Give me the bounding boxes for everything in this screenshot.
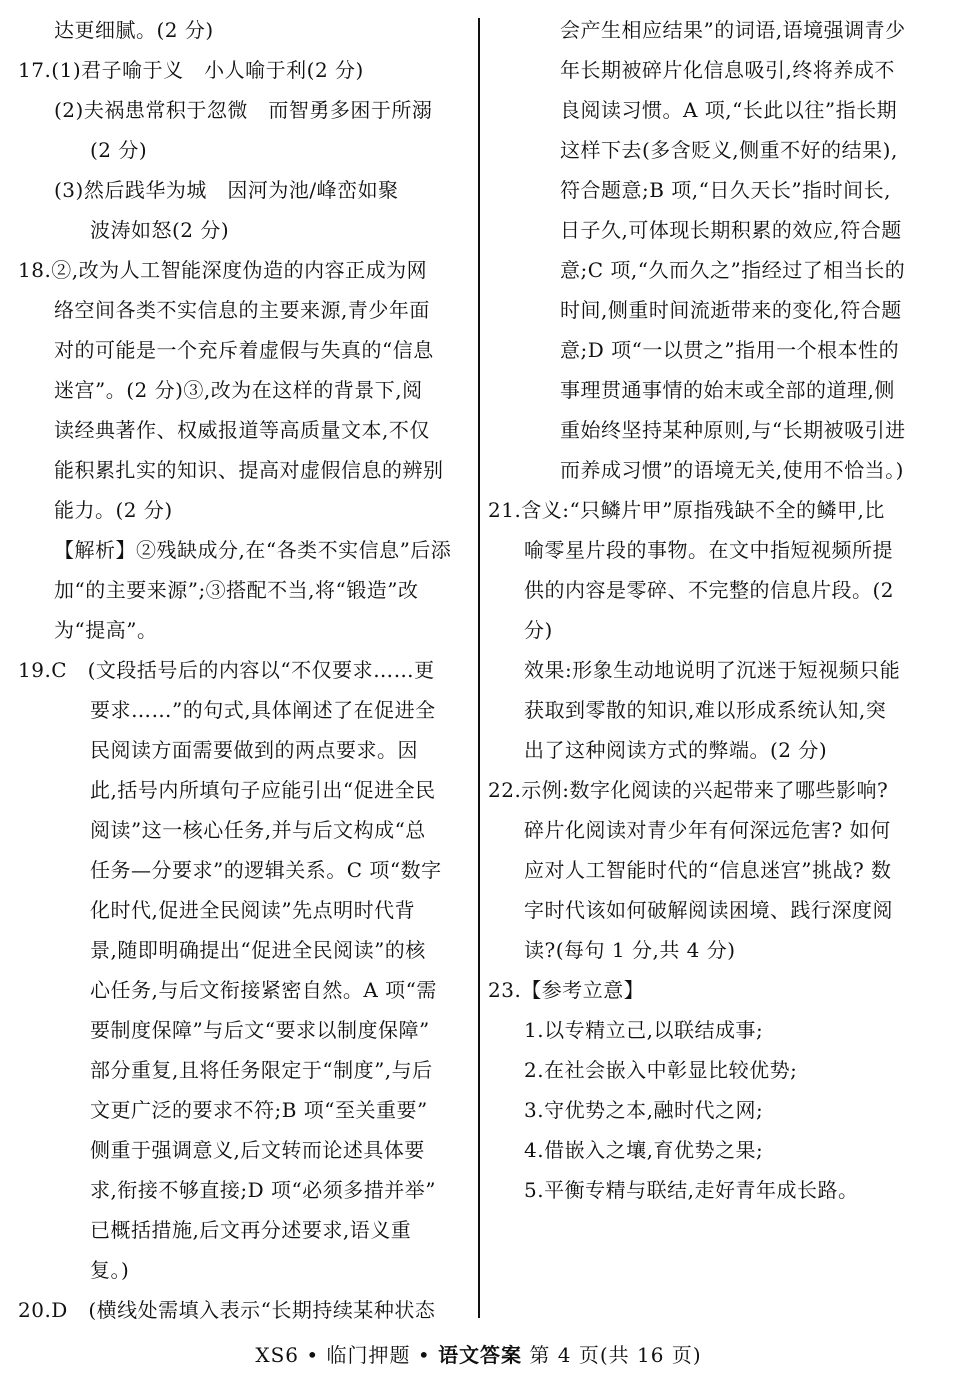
- text-line: 字时代该如何破解阅读困境、践行深度阅: [524, 898, 893, 922]
- text-line: 效果:形象生动地说明了沉迷于短视频只能: [524, 658, 901, 682]
- text-line: 文更广泛的要求不符;B 项“至关重要”: [90, 1098, 428, 1122]
- text-line: 20.D (横线处需填入表示“长期持续某种状态: [18, 1298, 436, 1322]
- text-line: 任务—分要求”的逻辑关系。C 项“数字: [90, 858, 442, 882]
- text-line: 重始终坚持某种原则,与“长期被吸引进: [560, 418, 906, 442]
- text-line: 符合题意;B 项,“日久天长”指时间长,: [560, 178, 891, 202]
- text-line: 意;C 项,“久而久之”指经过了相当长的: [560, 258, 906, 282]
- text-line: 加“的主要来源”;③搭配不当,将“锻造”改: [54, 578, 419, 602]
- text-line: 而养成习惯”的语境无关,使用不恰当。): [560, 458, 904, 482]
- text-line: 化时代,促进全民阅读”先点明时代背: [90, 898, 416, 922]
- text-line: 23.【参考立意】: [488, 978, 645, 1002]
- text-line: 4.借嵌入之壤,育优势之果;: [524, 1138, 764, 1162]
- text-line: 这样下去(多含贬义,侧重不好的结果),: [560, 138, 898, 162]
- text-line: (2 分): [90, 138, 148, 162]
- text-line: 18.②,改为人工智能深度伪造的内容正成为网: [18, 258, 428, 282]
- text-line: 日子久,可体现长期积累的效应,符合题: [560, 218, 902, 242]
- text-line: 出了这种阅读方式的弊端。(2 分): [524, 738, 828, 762]
- column-divider: [478, 18, 480, 1318]
- text-line: 意;D 项“一以贯之”指用一个根本性的: [560, 338, 900, 362]
- page-footer: [0, 1335, 957, 1375]
- text-line: 19.C (文段括号后的内容以“不仅要求……更: [18, 658, 435, 682]
- footer-page-number: 第 4 页(共 16 页): [529, 1343, 702, 1367]
- text-line: 波涛如怒(2 分): [90, 218, 230, 242]
- text-line: 能力。(2 分): [54, 498, 173, 522]
- text-line: 良阅读习惯。A 项,“长此以往”指长期: [560, 98, 898, 122]
- text-line: 获取到零散的知识,难以形成系统认知,突: [524, 698, 887, 722]
- text-line: 5.平衡专精与联结,走好青年成长路。: [524, 1178, 859, 1202]
- footer-separator: •: [306, 1343, 320, 1367]
- text-line: (3)然后践华为城 因河为池/峰峦如聚: [54, 178, 399, 202]
- text-line: 已概括措施,后文再分述要求,语义重: [90, 1218, 412, 1242]
- left-column: [18, 10, 470, 1330]
- text-line: 喻零星片段的事物。在文中指短视频所提: [524, 538, 893, 562]
- text-line: 碎片化阅读对青少年有何深远危害? 如何: [524, 818, 891, 842]
- text-line: 络空间各类不实信息的主要来源,青少年面: [54, 298, 430, 322]
- footer-code: XS6: [255, 1343, 300, 1367]
- right-column: [488, 10, 940, 1210]
- text-line: 分): [524, 618, 553, 642]
- text-line: 时间,侧重时间流逝带来的变化,符合题: [560, 298, 902, 322]
- text-line: 要制度保障”与后文“要求以制度保障”: [90, 1018, 430, 1042]
- text-line: 应对人工智能时代的“信息迷宫”挑战? 数: [524, 858, 892, 882]
- footer-series: 临门押题: [326, 1343, 411, 1367]
- text-line: 21.含义:“只鳞片甲”原指残缺不全的鳞甲,比: [488, 498, 885, 522]
- text-line: 读经典著作、权威报道等高质量文本,不仅: [54, 418, 430, 442]
- text-line: 供的内容是零碎、不完整的信息片段。(2: [524, 578, 895, 602]
- text-line: 此,括号内所填句子应能引出“促进全民: [90, 778, 436, 802]
- text-line: 读?(每句 1 分,共 4 分): [524, 938, 736, 962]
- text-line: 22.示例:数字化阅读的兴起带来了哪些影响?: [488, 778, 889, 802]
- text-line: 对的可能是一个充斥着虚假与失真的“信息: [54, 338, 434, 362]
- text-line: 求,衔接不够直接;D 项“必须多措并举”: [90, 1178, 436, 1202]
- text-line: 部分重复,且将任务限定于“制度”,与后: [90, 1058, 433, 1082]
- text-line: 会产生相应结果”的词语,语境强调青少: [560, 18, 906, 42]
- text-line: 阅读”这一核心任务,并与后文构成“总: [90, 818, 426, 842]
- text-line: 迷宫”。(2 分)③,改为在这样的背景下,阅: [54, 378, 423, 402]
- text-line: 年长期被碎片化信息吸引,终将养成不: [560, 58, 895, 82]
- text-line: 民阅读方面需要做到的两点要求。因: [90, 738, 418, 762]
- text-line: 3.守优势之本,融时代之网;: [524, 1098, 764, 1122]
- text-line: 1.以专精立己,以联结成事;: [524, 1018, 764, 1042]
- text-line: 为“提高”。: [54, 618, 158, 642]
- text-line: (2)夫祸患常积于忽微 而智勇多困于所溺: [54, 98, 433, 122]
- text-line: 事理贯通事情的始末或全部的道理,侧: [560, 378, 895, 402]
- footer-subject: 语文答案: [438, 1343, 523, 1367]
- text-line: 景,随即明确提出“促进全民阅读”的核: [90, 938, 426, 962]
- text-line: 要求……”的句式,具体阐述了在促进全: [90, 698, 436, 722]
- text-line: 能积累扎实的知识、提高对虚假信息的辨别: [54, 458, 444, 482]
- text-line: 17.(1)君子喻于义 小人喻于利(2 分): [18, 58, 364, 82]
- text-line: 心任务,与后文衔接紧密自然。A 项“需: [90, 978, 437, 1002]
- text-line: 2.在社会嵌入中彰显比较优势;: [524, 1058, 798, 1082]
- footer-separator: •: [417, 1343, 431, 1367]
- text-line: 【解析】②残缺成分,在“各类不实信息”后添: [54, 538, 452, 562]
- text-line: 侧重于强调意义,后文转而论述具体要: [90, 1138, 425, 1162]
- text-line: 复。): [90, 1258, 130, 1282]
- text-line: 达更细腻。(2 分): [54, 18, 214, 42]
